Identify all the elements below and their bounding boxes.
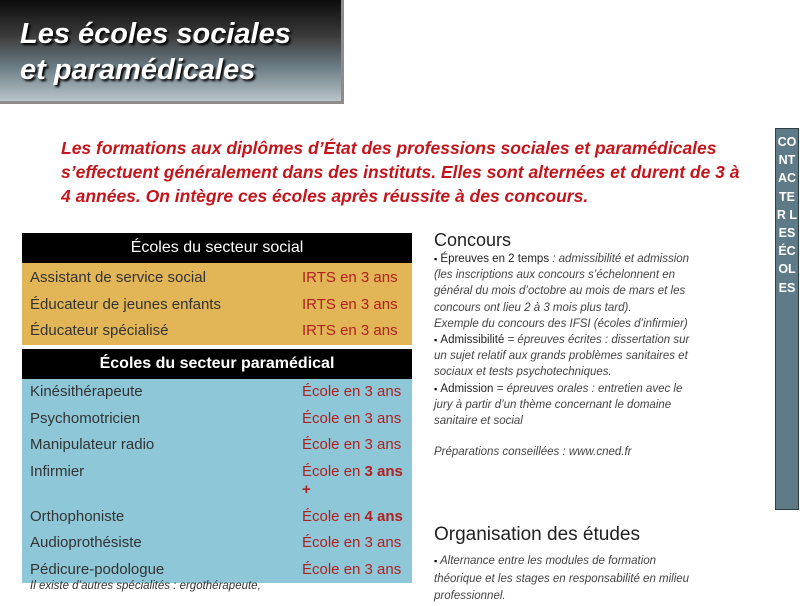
organisation-text: Alternance entre les modules de formation théorique et les stages en responsabilité en milieu professionnel. <box>434 555 690 602</box>
bullet-square-icon: ▪ <box>434 383 438 394</box>
training-duration: IRTS en 3 ans <box>302 269 398 286</box>
admissibilite-text: = épreuves écrites : dissertation sur un sujet relatif aux grands problèmes sanitaires et sociaux et tests psychotechniques. <box>434 334 690 379</box>
social-schools-table <box>22 233 412 345</box>
training-duration: École en 3 ans <box>302 409 402 427</box>
other-specialties-note: Il existe d’autres spécialités : ergothérapeute, <box>30 580 261 592</box>
profession-name: Pédicure-podologue <box>30 560 165 578</box>
intro-paragraph: Les formations aux diplômes d’État des professions sociales et paramédicales s’effectuent généralement dans des instituts. Elles sont alternées et durent de 3 à 4 années. On intègre ces écoles après réussite à des concours. <box>61 138 740 206</box>
table-row <box>22 318 412 345</box>
admissibilite-paragraph <box>434 332 704 381</box>
epreuves-label: Épreuves en 2 temps <box>440 253 550 265</box>
training-duration: École en 3 ans <box>302 560 402 578</box>
training-duration: École en 3 ans <box>302 383 402 400</box>
table-row <box>22 379 412 406</box>
organisation-paragraph <box>434 553 704 606</box>
admission-text: = épreuves orales : entretien avec le jury à partir d’un thème concernant le domaine sanitaire et social <box>434 382 683 428</box>
table-header-row <box>22 349 412 379</box>
admissibilite-label: Admissibilité <box>440 334 505 347</box>
bullet-square-icon: ▪ <box>434 335 438 346</box>
profession-name: Assistant de service social <box>30 269 206 286</box>
preparations-line: Préparations conseillées : www.cned.fr <box>434 446 632 459</box>
duration-suffix: + <box>302 480 311 498</box>
concours-text-block <box>434 251 704 460</box>
social-table-header: Écoles du secteur social <box>22 233 412 263</box>
epreuves-paragraph <box>434 251 704 316</box>
profession-name: Éducateur spécialisé <box>30 322 169 339</box>
admission-label: Admission <box>440 382 494 395</box>
table-row <box>22 459 412 504</box>
bullet-square-icon: ▪ <box>434 254 438 264</box>
profession-name: Orthophoniste <box>30 507 125 525</box>
duration-emphasis: 3 ans <box>364 462 403 480</box>
training-duration: IRTS en 3 ans <box>302 295 398 313</box>
training-duration <box>294 459 412 504</box>
contact-schools-label: CONTACTER LES ÉCOLES <box>776 135 798 295</box>
profession-name: Infirmier <box>30 462 85 480</box>
profession-name: Psychomotricien <box>30 409 141 427</box>
training-duration: IRTS en 3 ans <box>302 322 398 339</box>
spacer <box>434 429 704 444</box>
duration-prefix: École en <box>302 507 365 525</box>
duration-prefix: École en <box>302 462 365 480</box>
training-duration <box>294 504 412 531</box>
profession-name: Manipulateur radio <box>30 436 155 453</box>
title-banner <box>0 0 344 104</box>
table-row <box>22 530 412 557</box>
bullet-square-icon: ▪ <box>434 556 438 566</box>
profession-name: Audioprothésiste <box>30 534 142 551</box>
admission-paragraph <box>434 381 704 430</box>
table-row <box>22 263 412 292</box>
profession-name: Kinésithérapeute <box>30 383 143 400</box>
paramedical-schools-table <box>22 349 412 583</box>
table-row <box>22 292 412 319</box>
page-title-line-1: Les écoles sociales <box>20 18 291 50</box>
table-header-row <box>22 233 412 263</box>
table-row <box>22 504 412 531</box>
organisation-heading: Organisation des études <box>434 524 640 545</box>
training-duration: École en 3 ans <box>302 436 402 453</box>
profession-name: Éducateur de jeunes enfants <box>30 295 221 313</box>
page-title-line-2: et paramédicales <box>20 54 256 86</box>
epreuves-text: : admissibilité et admission (les inscriptions aux concours s’échelonnent en général du mois d’octobre au mois de mars et les concours ont lieu 2 à 3 mois plus tard). <box>434 253 690 314</box>
training-duration: École en 3 ans <box>302 534 402 551</box>
table-row <box>22 406 412 433</box>
contact-schools-tab[interactable] <box>775 128 799 510</box>
example-line: Exemple du concours des IFSI (écoles d’infirmier) <box>434 317 688 330</box>
page-title <box>20 16 291 88</box>
concours-heading: Concours <box>434 230 512 250</box>
paramedical-table-header: Écoles du secteur paramédical <box>22 349 412 379</box>
table-row <box>22 432 412 459</box>
duration-emphasis: 4 ans <box>364 507 403 525</box>
